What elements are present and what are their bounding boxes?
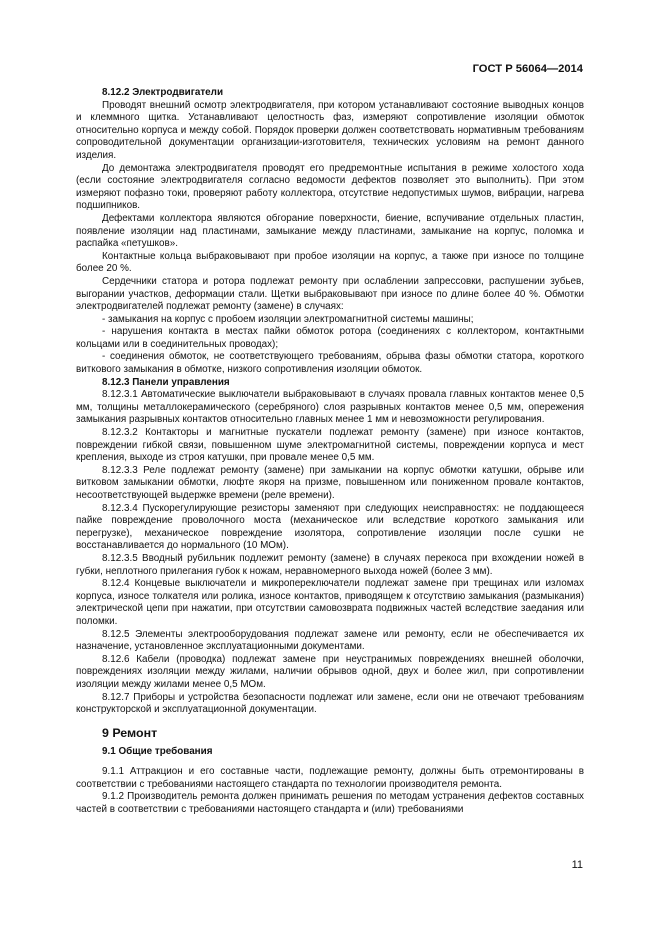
paragraph: 9.1.2 Производитель ремонта должен принимать решения по методам устранения дефектов составных частей в соответствии с требованиями настоящего стандарта и (или) требованиями (76, 791, 584, 816)
list-item: - соединения обмоток, не соответствующего требованиям, обрыва фазы обмотки статора, короткого виткового замыкания в обмотке, низкого сопротивления изоляции обмоток. (76, 351, 584, 376)
paragraph: Сердечники статора и ротора подлежат ремонту при ослаблении запрессовки, распушении зубьев, выгорании участков, деформации стали. Щетки выбраковывают при износе по длине более 40 %. Обмотки электродвигателей подлежат ремонту (замене) в случаях: (76, 275, 584, 313)
paragraph: 8.12.7 Приборы и устройства безопасности подлежат или замене, если они не отвечают требованиям конструкторской и эксплуатационной документации. (76, 691, 584, 716)
list-item: - замыкания на корпус с пробоем изоляции электромагнитной системы машины; (102, 313, 474, 325)
paragraph: 9.1.1 Аттракцион и его составные части, подлежащие ремонту, должны быть отремонтированы в соответствии с требованиями настоящего стандарта по технологии производителя ремонта. (76, 766, 584, 790)
paragraph: До демонтажа электродвигателя проводят его предремонтные испытания в режиме холостого хода (если состояние электродвигателя согласно ведомости дефектов позволяет это выполнить). При этом измеряют пофазно токи, проверяют работу коллектора, отсутствие недопустимых шумов, вибрации, нагрева подшипников. (76, 162, 584, 212)
paragraph: Контактные кольца выбраковывают при пробое изоляции на корпус, а также при износе по толщине более 20 %. (76, 250, 584, 275)
section-heading-repair: 9 Ремонт (102, 725, 158, 740)
subsection-heading-control-panels: 8.12.3 Панели управления (102, 376, 230, 388)
document-code: ГОСТ Р 56064—2014 (472, 63, 583, 75)
subsection-heading-electric-motors: 8.12.2 Электродвигатели (102, 87, 224, 98)
subsection-heading-general-requirements: 9.1 Общие требования (102, 745, 213, 757)
paragraph: 8.12.3.4 Пускорегулирующие резисторы заменяют при следующих неисправностях: не поддающееся пайке повреждение проволочного моста (механическое или вследствие короткого замыкания или перегрузке), механическое повреждение изолятора, сопротивление изоляции после сушки не восстанавливается до нормального (10 МОм). (76, 502, 584, 552)
paragraph: 8.12.3.3 Реле подлежат ремонту (замене) при замыкании на корпус обмотки катушки, обрыве или витковом замыкании обмотки, люфте якоря на призме, повышенном или пониженном провале контактов, несоответствующей выдержке времени (реле времени). (76, 464, 584, 501)
page-number: 11 (571, 859, 583, 871)
paragraph: 8.12.4 Концевые выключатели и микропереключатели подлежат замене при трещинах или изломах корпуса, износе толкателя или ролика, износе контактов, приводящем к отсутствию замыкания (размыкания) электрической цепи при нажатии, при отсутствии самовозврата подвижных частей вследствие заедания или поломки. (76, 578, 584, 627)
paragraph: Проводят внешний осмотр электродвигателя, при котором устанавливают состояние выводных концов и клеммного щитка. Устанавливают целостность фаз, измеряют сопротивление изоляции обмоток относительно корпуса и между собой. Порядок проверки должен соответствовать нормативным требованиям сопроводительной документации организации-изготовителя, технических условиям на ремонт данного изделия. (76, 99, 584, 161)
paragraph: 8.12.5 Элементы электрооборудования подлежат замене или ремонту, если не обеспечивается их назначение, установленное эксплуатационными документами. (76, 628, 584, 653)
paragraph: 8.12.3.1 Автоматические выключатели выбраковывают в случаях провала главных контактов менее 0,5 мм, толщины металлокерамического (серебряного) слоя разрывных контактов менее 0,5 мм, опережения замыкания разрывных контактов относительно главных менее 1 мм и невозможности регулирования. (76, 389, 584, 426)
list-item: - нарушения контакта в местах пайки обмоток ротора (соединениях с коллектором, контактными кольцами или в соединительных проводах); (76, 326, 584, 350)
paragraph: 8.12.6 Кабели (проводка) подлежат замене при неустранимых повреждениях внешней оболочки, повреждениях изоляции между жилами, наличии обрывов одной, двух и более жил, при сопротивлении изоляции между жилами менее 0,5 МОм. (76, 653, 584, 690)
document-body (76, 87, 584, 817)
paragraph: Дефектами коллектора являются обгорание поверхности, биение, вспучивание отдельных пластин, появление изоляции над пластинами, замыкание между пластинами, замыкание на корпус, поломка и распайка «петушков». (76, 212, 584, 250)
paragraph: 8.12.3.5 Вводный рубильник подлежит ремонту (замене) в случаях перекоса при вхождении ножей в губки, неплотного прилегания губок к ножам, неравномерного выхода ножей (более 3 мм). (76, 552, 584, 577)
paragraph: 8.12.3.2 Контакторы и магнитные пускатели подлежат ремонту (замене) при износе контактов, повреждении гибкой связи, повышенном шуме электромагнитной системы, повреждении корпуса и мест крепления, выходе из строя катушки, при провале менее 0,5 мм. (76, 427, 584, 464)
